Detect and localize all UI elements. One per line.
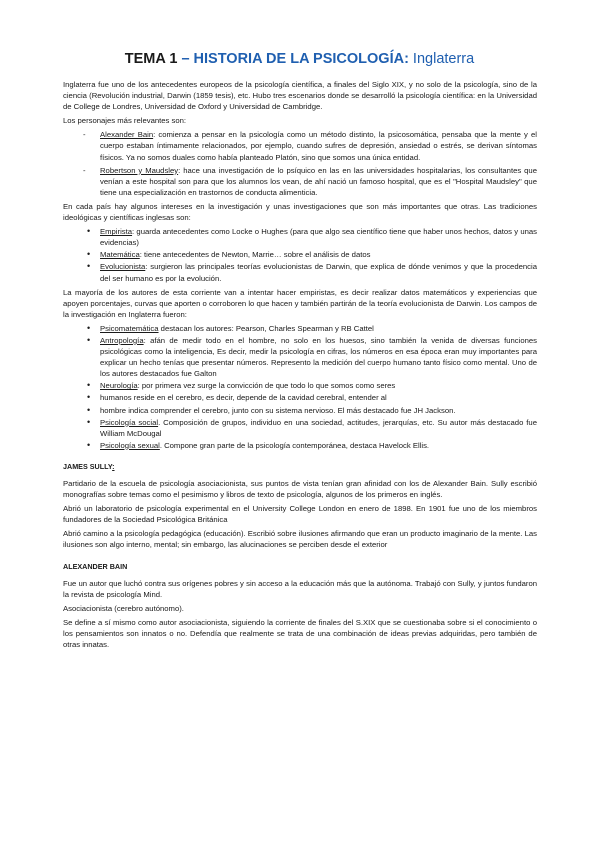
personaje-name: Robertson y Maudsley	[100, 165, 179, 175]
campo-name: Neurología	[100, 381, 138, 391]
campo-name: Psicomatemática	[100, 323, 159, 333]
personajes-heading: Los personajes más relevantes son:	[63, 116, 187, 126]
tradicion-text: : guarda antecedentes como Locke o Hughes (para que algo sea científico tiene que haber unos hechos, datos y unas evidencias)	[100, 227, 537, 248]
sully-heading-text: JAMES SULLY	[63, 461, 113, 471]
campo-text: humanos reside en el cerebro, es decir, depende de la cavidad cerebral, entender al	[100, 393, 387, 403]
list-item	[63, 165, 537, 198]
list-item	[63, 440, 537, 451]
personaje-name: Alexander Bain	[100, 130, 154, 140]
intro-paragraph: Inglaterra fue uno de los antecedentes europeos de la psicología científica, a finales del Siglo XIX, y no solo de la psicología, sino de la ciencia (Revolución industrial, Darwin (1859 tesis), etc. Hubo tres escenarios donde se desarrolló la psicología científica: en la Universidad de College de Londres, Universidad de Oxford y Universidad de Cambridge.	[63, 80, 537, 112]
list-item	[63, 380, 537, 391]
list-item	[63, 323, 537, 334]
tradicion-name: Empirista	[100, 227, 133, 237]
intereses-paragraph: En cada país hay algunos intereses en la investigación y unas investigaciones que son más importantes que otras. Las tradiciones ideológicas y científicas inglesas son:	[63, 201, 537, 223]
sully-paragraph: Abrió un laboratorio de psicología experimental en el University College London en enero de 1898. En 1901 fue uno de los miembros fundadores de la Sociedad Psicológica Británica	[63, 504, 537, 525]
list-item	[63, 129, 537, 162]
bain-paragraph: Asociacionista (cerebro autónomo).	[63, 603, 184, 613]
tradiciones-list	[63, 226, 537, 283]
tradicion-text: : surgieron las principales teorías evolucionistas de Darwin, que explica de dónde venimos y que la procedencia del ser humano es por la evolución.	[100, 262, 537, 283]
list-item	[63, 261, 537, 283]
campo-text: : por primera vez surge la convicción de que todo lo que somos como seres	[137, 381, 396, 391]
bain-paragraph: Fue un autor que luchó contra sus orígenes pobres y sin acceso a la educación más que la autónoma. Trabajó con Sully, y juntos fundaron la revista de psicología Mind.	[63, 578, 537, 599]
campo-text: destacan los autores: Pearson, Charles Spearman y RB Cattel	[158, 323, 374, 333]
tradicion-name: Matemática	[100, 250, 140, 260]
personaje-text: : comienza a pensar en la psicología como un método distinto, la psicosomática, pensaba que la mente y el cuerpo estaban íntimamente relacionados, por ejemplo, cuando sufres de depresión, ansiedad o estrés, se derivan síntomas físicos. Ya no somos duales como había planteado Platón, sino que somos una única entidad.	[100, 130, 537, 162]
list-item	[63, 417, 537, 439]
title-subject: – HISTORIA DE LA PSICOLOGÍA:	[177, 51, 409, 67]
bain-paragraph: Se define a sí mismo como autor asociacionista, siguiendo la corriente de finales del S.XIX que se cuestionaba sobre si el conocimiento o los pensamientos son innatos o no. Defendía que realmente se trata de una combinación de ideas previas adquiridas, pero también de otras innatas.	[63, 617, 537, 650]
list-item	[63, 335, 537, 379]
tradicion-name: Evolucionista	[100, 262, 146, 272]
list-item	[63, 249, 537, 260]
page-title	[0, 50, 599, 68]
campo-text: : afán de medir todo en el hombre, no solo en los huesos, sino también la venida de diversas funciones psicológicas como la inteligencia, Es decir, medir la psicología en cifras, los números en esa época eran muy importantes para explicar un hecho tenías que presentar números. Represento la medición del cuerpo humano tanto físico como mental. Uno de los autores destacados fue Galton	[100, 335, 537, 379]
tradicion-text: : tiene antecedentes de Newton, Marrie… sobre el análisis de datos	[139, 250, 371, 260]
sully-paragraph: Partidario de la escuela de psicología asociacionista, sus puntos de vista tenían gran afinidad con los de Alexander Bain. Sully escribió monografías sobre temas como el pesimismo y libros de texto de psicología, algunos de los primeros en inglés.	[63, 479, 537, 500]
bain-heading: ALEXANDER BAIN	[63, 561, 128, 571]
personajes-list	[63, 129, 537, 198]
title-country: Inglaterra	[408, 51, 475, 67]
campo-name: Psicología social	[100, 417, 159, 427]
sully-paragraph: Abrió camino a la psicología pedagógica (educación). Escribió sobre ilusiones afirmando que eran un producto imaginario de la mente. Las ilusiones son algo interno, mental; sin embargo, las alucinaciones se perciben desde el exterior	[63, 529, 537, 550]
list-item	[63, 405, 537, 416]
sully-heading-colon: :	[112, 461, 115, 471]
title-topic: TEMA 1	[124, 51, 178, 67]
list-item	[63, 392, 537, 403]
document-body	[63, 79, 537, 653]
campos-list	[63, 323, 537, 451]
campo-text: . Composición de grupos, individuo en una sociedad, actitudes, jerarquías, etc. Su autor más destacado fue William McDougal	[100, 417, 537, 438]
campo-text: hombre indica comprender el cerebro, junto con su sistema nervioso. El más destacado fue JH Jackson.	[100, 405, 456, 415]
sully-heading	[63, 461, 537, 472]
campo-name: Psicología sexual	[100, 440, 160, 450]
campo-name: Antropología	[100, 335, 144, 345]
campo-text: . Compone gran parte de la psicología contemporánea, destaca Havelock Ellis.	[159, 440, 430, 450]
mayoria-paragraph: La mayoría de los autores de esta corriente van a intentar hacer empiristas, es decir realizar datos matemáticos y experiencias que apoyen porcentajes, curvas que aporten o corroboren lo que hacen y también partirán de la teoría evolucionista de Darwin. Los campos de la investigación en Inglaterra fueron:	[63, 287, 537, 319]
list-item	[63, 226, 537, 248]
personaje-text: : hace una investigación de lo psíquico en las en las universidades hospitalarias, los consultantes que venían a este hospital son para que los alumnos los vean, de ahí nació un famoso hospital, que es el "Hospital Maudsley" que tiene una especialización en trastornos de conducta alimenticia.	[100, 165, 537, 197]
